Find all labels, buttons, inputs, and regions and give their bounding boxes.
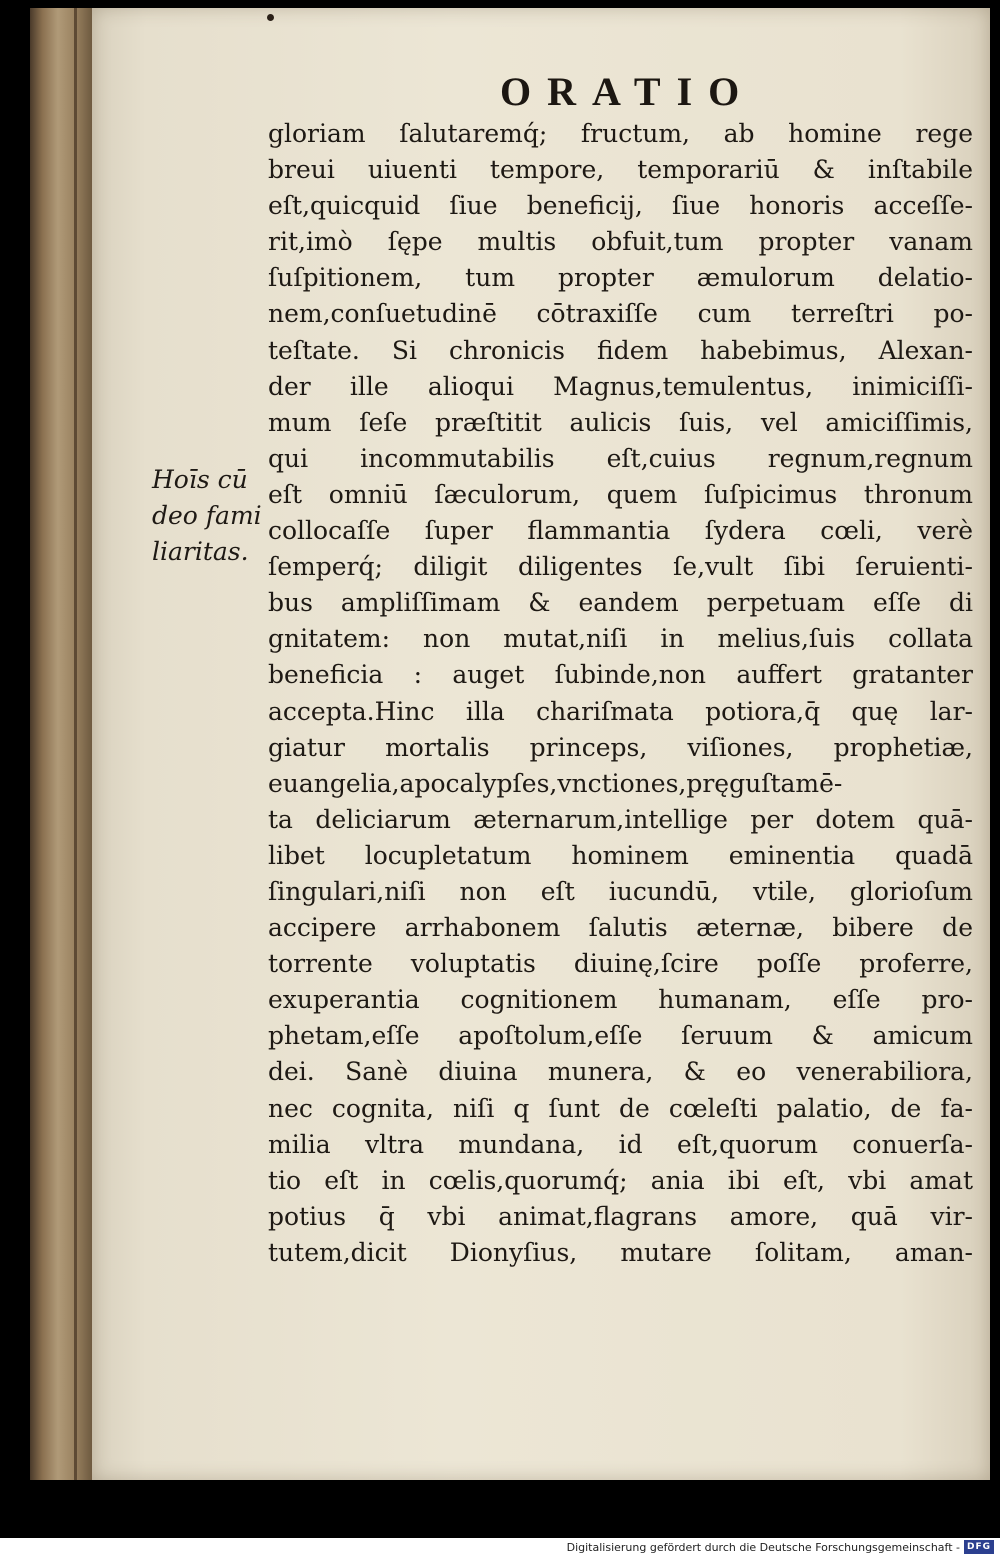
text-line: potius q̄ vbi animat,flagrans amore, quā vir- [268,1201,973,1231]
text-line: bus ampliſſimam & eandem perpetuam eſſe di [268,588,973,618]
text-line: milia vltra mundana, id eſt,quorum conuerſa- [268,1129,973,1159]
text-line: exuperantia cognitionem humanam, eſſe pro- [268,985,973,1015]
marginal-note [152,462,264,570]
text-line: dei. Sanè diuina munera, & eo venerabiliora, [268,1057,973,1087]
text-line: phetam,eſſe apoſtolum,eſſe ſeruum & amicum [268,1021,973,1051]
text-line: teſtate. Si chronicis fidem habebimus, Alexan- [268,335,973,365]
text-line: ſuſpitionem, tum propter æmulorum delatio- [268,263,973,293]
text-line: ta deliciarum æternarum,intellige per dotem quā- [268,804,973,834]
body-text [268,116,973,1271]
dfg-logo: DFG [964,1540,994,1554]
funding-notice: Digitalisierung gefördert durch die Deutsche Forschungsgemeinschaft - [566,1541,960,1554]
marginal-note-line: liaritas. [152,537,249,566]
text-line: collocaſſe ſuper flammantia ſydera cœli, verè [268,516,973,546]
text-line: accepta.Hinc illa chariſmata potiora,q̄ quę lar- [268,696,973,726]
text-line: torrente voluptatis diuinę,ſcire poſſe proferre, [268,949,973,979]
text-line: ſingulari,niſi non eſt iucundū, vtile, glorioſum [268,876,973,906]
text-line: nec cognita, niſi q ſunt de cœleſti palatio, de fa- [268,1093,973,1123]
text-line: gnitatem: non mutat,niſi in melius,ſuis collata [268,624,973,654]
book-edge [30,8,92,1480]
text-line: mum ſeſe præſtitit aulicis ſuis, vel amiciſſimis, [268,407,973,437]
text-line: tutem,dicit Dionyſius, mutare ſolitam, aman- [268,1237,973,1267]
text-line: eſt,quicquid ſiue beneficij, ſiue honoris acceſſe- [268,191,973,221]
text-line: accipere arrhabonem ſalutis æternæ, bibere de [268,913,973,943]
text-line: gloriam ſalutaremq́; fructum, ab homine rege [268,119,973,148]
marginal-note-line: Hoīs cū [152,465,248,494]
text-line: der ille alioqui Magnus,temulentus, inimiciſſi- [268,371,973,401]
ink-spot [267,14,274,21]
running-head: ORATIO [500,69,756,114]
text-line: nem,conſuetudinē cōtraxiſſe cum terreſtri po- [268,299,973,329]
text-line: libet locupletatum hominem eminentia quadā [268,840,973,870]
text-line: eſt omniū ſæculorum, quem ſuſpicimus thronum [268,479,973,509]
footer-bar [0,1538,1000,1557]
text-line: rit,imò ſępe multis obfuit,tum propter vanam [268,227,973,257]
text-line: tio eſt in cœlis,quorumq́; ania ibi eſt, vbi amat [268,1165,973,1195]
text-line: giatur mortalis princeps, viſiones, prophetiæ, [268,732,973,762]
text-line: beneficia : auget ſubinde,non auffert gratanter [268,660,973,690]
marginal-note-line: deo fami [152,501,262,530]
text-line: ſemperq́; diligit diligentes ſe,vult ſibi ſeruienti- [268,552,973,582]
text-line: qui incommutabilis eſt,cuius regnum,regnum [268,443,973,473]
text-line: breui uiuenti tempore, temporariū & inſtabile [268,155,973,185]
text-line: euangelia,apocalypſes,vnctiones,pręguſtamē- [268,768,843,798]
